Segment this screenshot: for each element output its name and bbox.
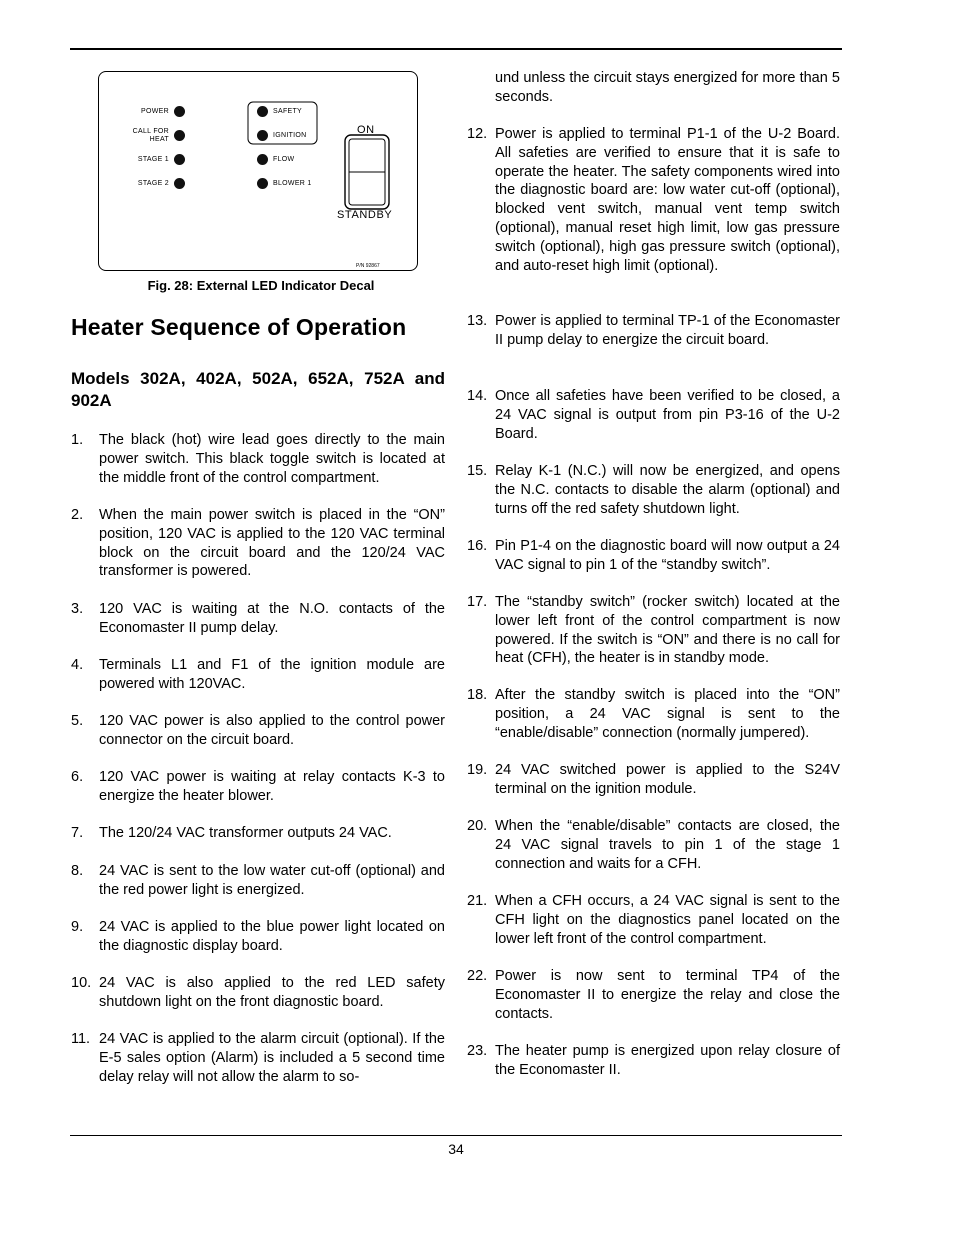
- stage-1-led-label: STAGE 1: [137, 156, 169, 163]
- step-text: After the standby switch is placed into the “ON” position, a 24 VAC signal is sent to the “enable/disable” connection (normally jumpered).: [495, 687, 840, 741]
- page-number: 34: [448, 1141, 464, 1157]
- step-4: [71, 656, 445, 694]
- call-for-heat-led-icon: [174, 130, 185, 141]
- step-12: [467, 125, 840, 275]
- step-16: [467, 537, 840, 575]
- step-text: Relay K-1 (N.C.) will now be energized, and opens the N.C. contacts to disable the alarm (optional) and turns off the red safety shutdown light.: [495, 463, 840, 517]
- step-7: [71, 824, 445, 843]
- step-3: [71, 600, 445, 638]
- switch-standby-label: STANDBY: [337, 209, 393, 221]
- step-8: [71, 862, 445, 900]
- step-9: [71, 918, 445, 956]
- blower-1-led-icon: [257, 178, 268, 189]
- step-18: [467, 686, 840, 742]
- step-number: 2.: [71, 507, 84, 523]
- flow-led-label: FLOW: [273, 156, 295, 163]
- step-23: [467, 1042, 840, 1080]
- flow-led-icon: [257, 154, 268, 165]
- step-22: [467, 967, 840, 1023]
- step-11: [71, 1030, 445, 1086]
- part-number: P/N 92867: [356, 263, 380, 269]
- step-number: 21.: [467, 893, 488, 909]
- step-text: When the main power switch is placed in the “ON” position, 120 VAC is applied to the 120 VAC terminal block on the circuit board and the 120/24 VAC transformer is powered.: [99, 507, 445, 580]
- step-text: Power is applied to terminal TP-1 of the Economaster II pump delay to energize the circuit board.: [495, 313, 840, 348]
- step-17: [467, 593, 840, 668]
- step-text: When the “enable/disable” contacts are closed, the 24 VAC signal travels to pin 1 of the stage 1 connection and waits for a CFH.: [495, 818, 840, 872]
- decal-drawing: [99, 72, 419, 272]
- step-text: 24 VAC is applied to the blue power light located on the diagnostic display board.: [99, 919, 445, 954]
- step-text: Terminals L1 and F1 of the ignition module are powered with 120VAC.: [99, 657, 445, 692]
- step-number: 14.: [467, 388, 488, 404]
- step-text: Pin P1-4 on the diagnostic board will now output a 24 VAC signal to pin 1 of the “standby switch”.: [495, 538, 840, 573]
- step-text: Power is now sent to terminal TP4 of the Economaster II to energize the relay and close the contacts.: [495, 968, 840, 1022]
- ignition-led-icon: [257, 130, 268, 141]
- step-number: 12.: [467, 126, 488, 142]
- step-text: The black (hot) wire lead goes directly to the main power switch. This black toggle switch is located at the middle front of the control compartment.: [99, 432, 445, 486]
- step-number: 20.: [467, 818, 488, 834]
- step-text: The “standby switch” (rocker switch) located at the lower left front of the control compartment is now powered. If the switch is “ON” and there is no call for heat (CFH), the heater is in standby mode.: [495, 594, 840, 667]
- step-number: 6.: [71, 769, 84, 785]
- footer-rule: [70, 1135, 842, 1136]
- step-2: [71, 506, 445, 581]
- step-number: 19.: [467, 762, 488, 778]
- step-number: 17.: [467, 594, 488, 610]
- step-number: 18.: [467, 687, 488, 703]
- step-text: Power is applied to terminal P1-1 of the U-2 Board. All safeties are verified to ensure that it is safe to operate the heater. The safety components wired into the diagnostic board are: low water cut-off (optional), blocked vent switch, manual vent temp switch (optional), manual reset high limit, low gas pressure switch (optional), high gas pressure switch (optional), and auto-reset high limit (optional).: [495, 126, 840, 274]
- section-title: Models 302A, 402A, 502A, 652A, 752A and 902A: [71, 369, 445, 410]
- step-number: 4.: [71, 657, 84, 673]
- step-1: [71, 431, 445, 487]
- step-10: [71, 974, 445, 1012]
- step-number: 8.: [71, 863, 84, 879]
- stage-1-led-icon: [174, 154, 185, 165]
- step-21: [467, 892, 840, 948]
- step-5: [71, 712, 445, 750]
- stage-2-led-icon: [174, 178, 185, 189]
- led-indicator-decal: [98, 71, 418, 271]
- header-rule: [70, 48, 842, 50]
- step-text: 24 VAC is also applied to the red LED safety shutdown light on the front diagnostic board.: [99, 975, 445, 1010]
- call-for-heat-led-label: CALL FOR HEAT: [132, 128, 169, 143]
- step-text: When a CFH occurs, a 24 VAC signal is sent to the CFH light on the diagnostics panel located on the lower left front of the control compartment.: [495, 893, 840, 947]
- step-text: The 120/24 VAC transformer outputs 24 VAC.: [99, 825, 392, 841]
- step-14: [467, 387, 840, 443]
- safety-led-label: SAFETY: [273, 108, 303, 115]
- step-15: [467, 462, 840, 518]
- step-text: Once all safeties have been verified to be closed, a 24 VAC signal is output from pin P3-16 of the U-2 Board.: [495, 388, 840, 442]
- safety-led-icon: [257, 106, 268, 117]
- step-number: 9.: [71, 919, 84, 935]
- step-13: [467, 312, 840, 350]
- step-number: 16.: [467, 538, 488, 554]
- step-number: 1.: [71, 432, 84, 448]
- step-number: 23.: [467, 1043, 488, 1059]
- step-number: 15.: [467, 463, 488, 479]
- page-title: Heater Sequence of Operation: [71, 314, 407, 340]
- step-number: 11.: [71, 1031, 91, 1047]
- step-text: 24 VAC is applied to the alarm circuit (optional). If the E-5 sales option (Alarm) is included a 5 second time delay relay will not allow the alarm to so-: [99, 1031, 445, 1085]
- step-20: [467, 817, 840, 873]
- power-led-label: POWER: [141, 108, 169, 115]
- step-number: 7.: [71, 825, 84, 841]
- step-number: 5.: [71, 713, 84, 729]
- figure-caption: Fig. 28: External LED Indicator Decal: [147, 278, 375, 293]
- step-number: 3.: [71, 601, 84, 617]
- power-led-icon: [174, 106, 185, 117]
- stage-2-led-label: STAGE 2: [137, 180, 169, 187]
- step-text: The heater pump is energized upon relay closure of the Economaster II.: [495, 1043, 840, 1078]
- step-text: 24 VAC is sent to the low water cut-off (optional) and the red power light is energized.: [99, 863, 445, 898]
- ignition-led-label: IGNITION: [273, 132, 307, 139]
- blower-1-led-label: BLOWER 1: [273, 180, 312, 187]
- step-text: 120 VAC power is also applied to the control power connector on the circuit board.: [99, 713, 445, 748]
- step-number: 10.: [71, 975, 92, 991]
- step-6: [71, 768, 445, 806]
- switch-on-label: ON: [357, 124, 375, 136]
- continued-text: und unless the circuit stays energized for more than 5 seconds.: [495, 70, 840, 105]
- step-number: 22.: [467, 968, 488, 984]
- step-text: 24 VAC switched power is applied to the S24V terminal on the ignition module.: [495, 762, 840, 797]
- step-19: [467, 761, 840, 799]
- step-number: 13.: [467, 313, 488, 329]
- step-text: 120 VAC power is waiting at relay contacts K-3 to energize the heater blower.: [99, 769, 445, 804]
- step-text: 120 VAC is waiting at the N.O. contacts of the Economaster II pump delay.: [99, 601, 445, 636]
